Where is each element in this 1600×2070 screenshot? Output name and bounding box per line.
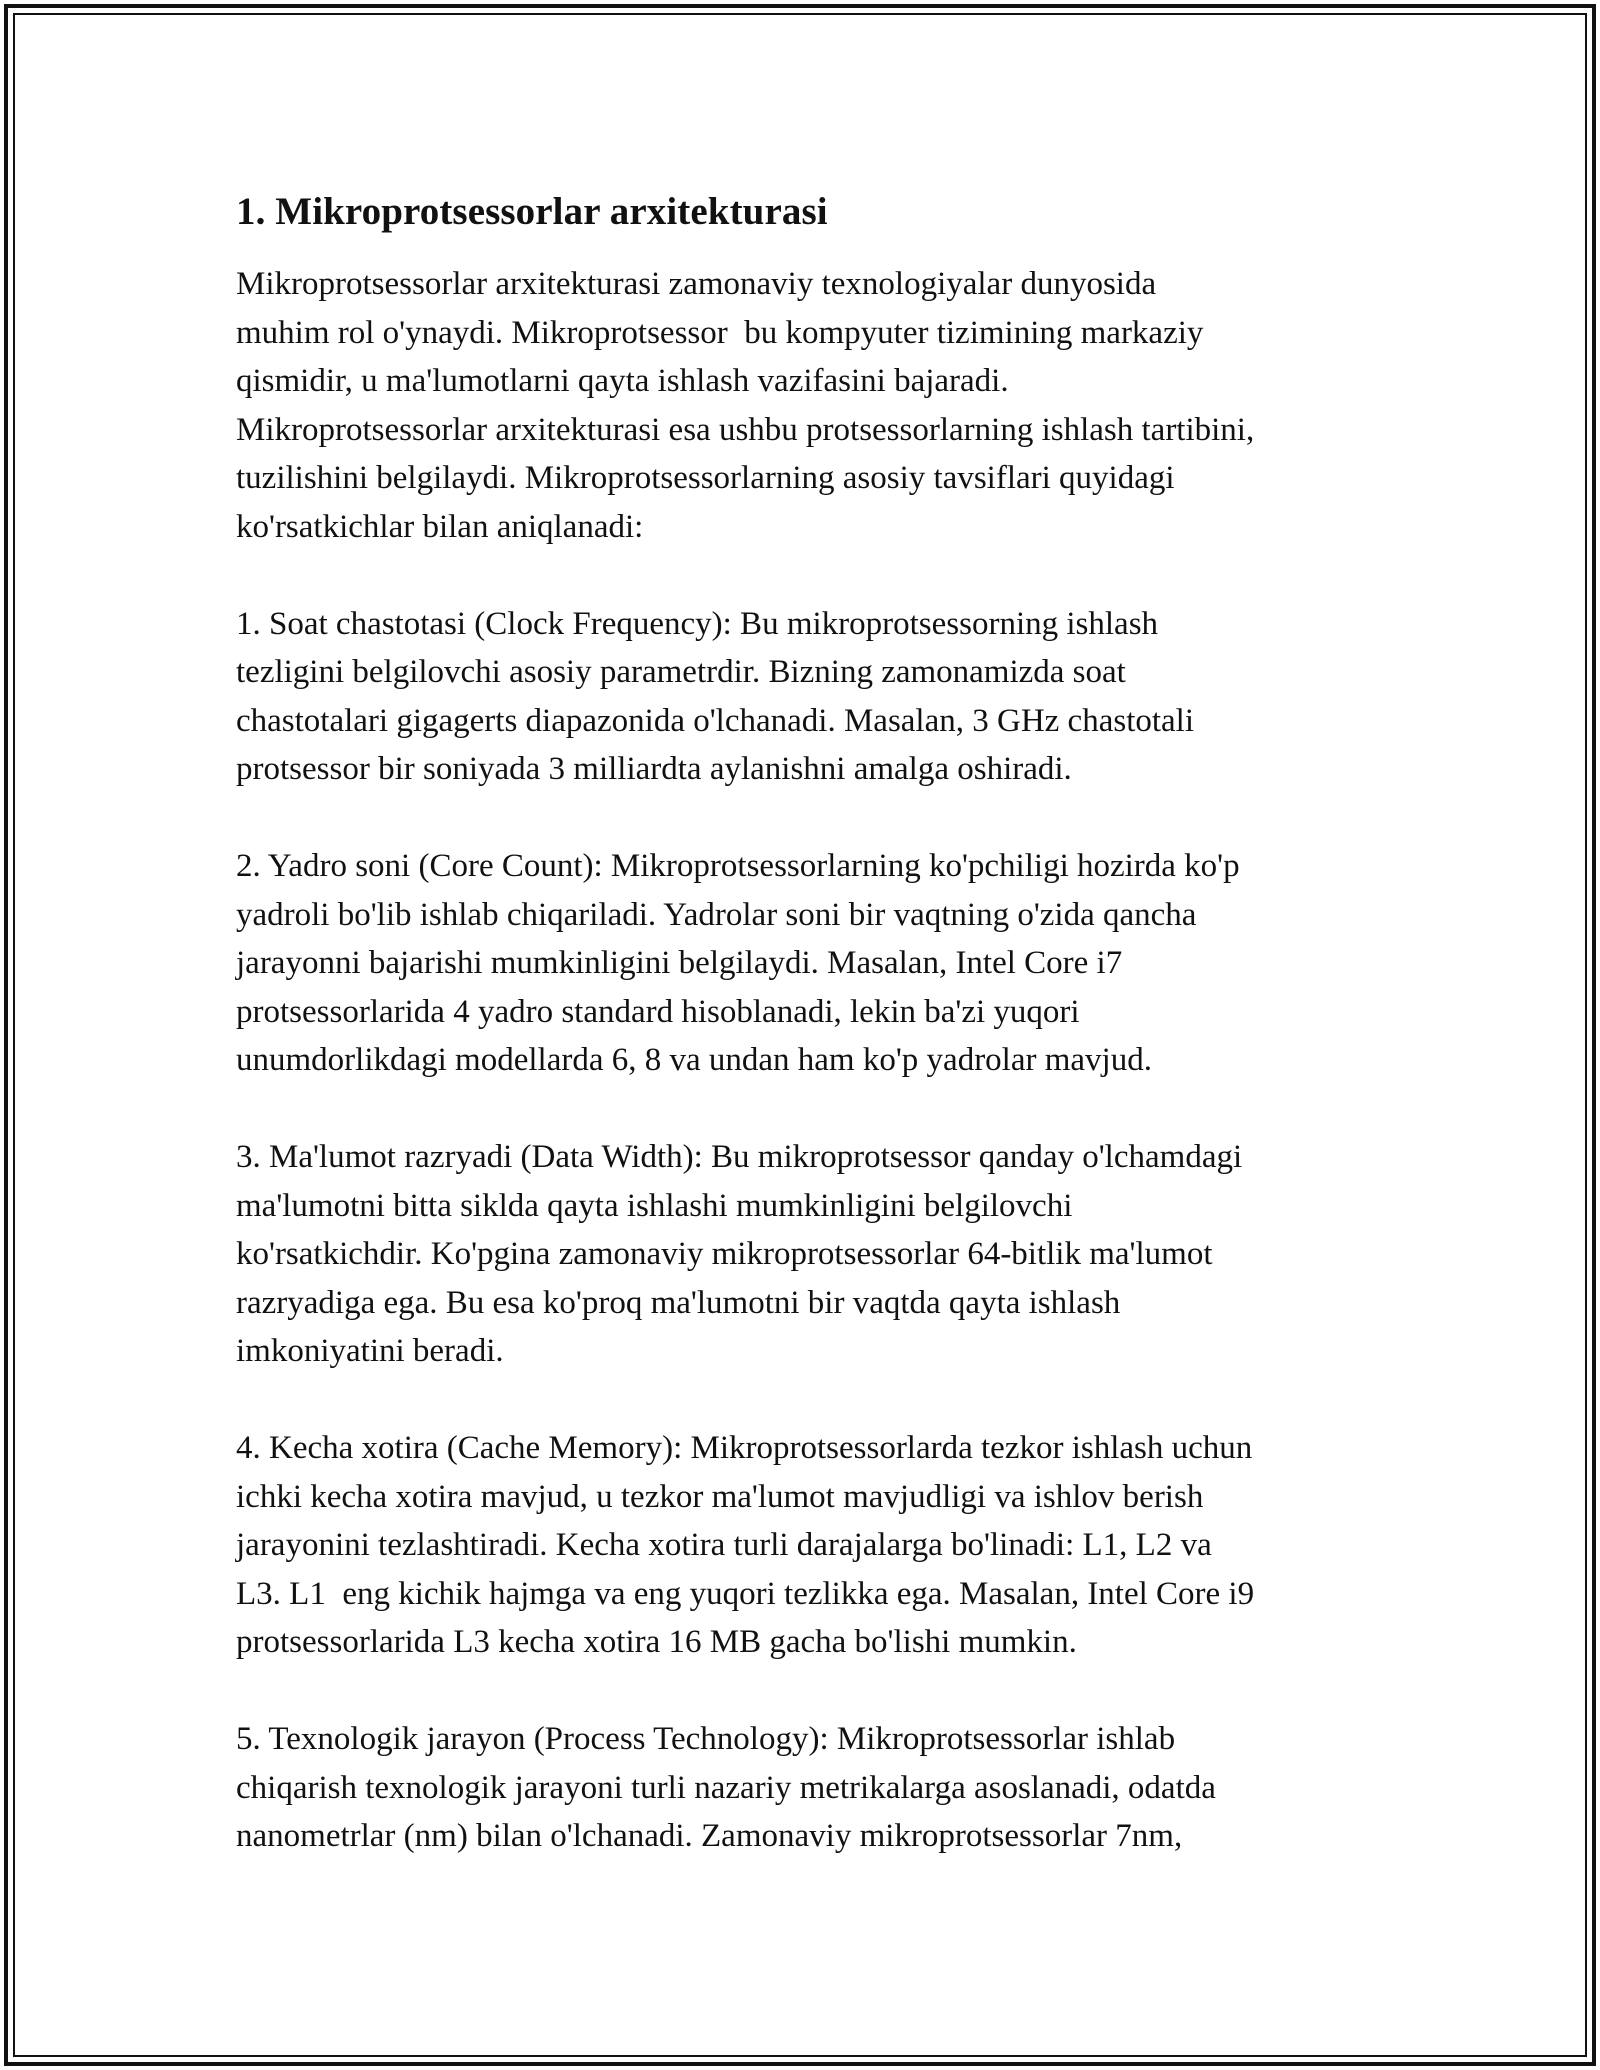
text-line: 2. Yadro soni (Core Count): Mikroprotsessorlarning ko'pchiligi hozirda ko'p: [236, 848, 1240, 884]
data-width-paragraph: [236, 1133, 1376, 1376]
document-body: [236, 188, 1376, 1861]
text-line: imkoniyatini beradi.: [236, 1333, 504, 1369]
text-line: protsessorlarida L3 kecha xotira 16 MB gacha bo'lishi mumkin.: [236, 1624, 1077, 1660]
text-line: jarayonni bajarishi mumkinligini belgilaydi. Masalan, Intel Core i7: [236, 945, 1123, 981]
document-title: 1. Mikroprotsessorlar arxitekturasi: [236, 190, 828, 233]
text-line: yadroli bo'lib ishlab chiqariladi. Yadrolar soni bir vaqtning o'zida qancha: [236, 896, 1197, 933]
text-line: qismidir, u ma'lumotlarni qayta ishlash vazifasini bajaradi.: [236, 363, 1009, 399]
text-line: tezligini belgilovchi asosiy parametrdir. Bizning zamonamizda soat: [236, 654, 1126, 690]
text-line: 1. Soat chastotasi (Clock Frequency): Bu mikroprotsessorning ishlash: [236, 605, 1159, 642]
text-line: jarayonini tezlashtiradi. Kecha xotira turli darajalarga bo'linadi: L1, L2 va: [236, 1527, 1212, 1563]
text-line: 5. Texnologik jarayon (Process Technology): Mikroprotsessorlar ishlab: [236, 1721, 1176, 1757]
text-line: Mikroprotsessorlar arxitekturasi esa ushbu protsessorlarning ishlash tartibini,: [236, 411, 1255, 448]
process-technology-paragraph: [236, 1715, 1376, 1861]
text-line: ko'rsatkichlar bilan aniqlanadi:: [236, 508, 644, 545]
text-line: nanometrlar (nm) bilan o'lchanadi. Zamonaviy mikroprotsessorlar 7nm,: [236, 1818, 1183, 1854]
text-line: razryadiga ega. Bu esa ko'proq ma'lumotni bir vaqtda qayta ishlash: [236, 1284, 1121, 1321]
intro-paragraph: [236, 260, 1376, 551]
cache-memory-paragraph: [236, 1424, 1376, 1667]
text-line: chiqarish texnologik jarayoni turli nazariy metrikalarga asoslanadi, odatda: [236, 1769, 1216, 1806]
text-line: ichki kecha xotira mavjud, u tezkor ma'lumot mavjudligi va ishlov berish: [236, 1478, 1204, 1515]
text-line: Mikroprotsessorlar arxitekturasi zamonaviy texnologiyalar dunyosida: [236, 266, 1157, 302]
text-line: ko'rsatkichdir. Ko'pgina zamonaviy mikroprotsessorlar 64-bitlik ma'lumot: [236, 1236, 1213, 1272]
text-line: protsessor bir soniyada 3 milliardta aylanishni amalga oshiradi.: [236, 751, 1072, 787]
text-line: ma'lumotni bitta siklda qayta ishlashi mumkinligini belgilovchi: [236, 1187, 1073, 1224]
text-line: muhim rol o'ynaydi. Mikroprotsessor bu kompyuter tizimining markaziy: [236, 314, 1204, 351]
text-line: 3. Ma'lumot razryadi (Data Width): Bu mikroprotsessor qanday o'lchamdagi: [236, 1139, 1243, 1175]
core-count-paragraph: [236, 842, 1376, 1085]
text-line: chastotalari gigagerts diapazonida o'lchanadi. Masalan, 3 GHz chastotali: [236, 702, 1195, 739]
text-line: unumdorlikdagi modellarda 6, 8 va undan ham ko'p yadrolar mavjud.: [236, 1042, 1152, 1078]
text-line: protsessorlarida 4 yadro standard hisoblanadi, lekin ba'zi yuqori: [236, 993, 1080, 1030]
text-line: tuzilishini belgilaydi. Mikroprotsessorlarning asosiy tavsiflari quyidagi: [236, 460, 1175, 496]
text-line: L3. L1 eng kichik hajmga va eng yuqori tezlikka ega. Masalan, Intel Core i9: [236, 1575, 1255, 1612]
clock-frequency-paragraph: [236, 600, 1376, 794]
text-line: 4. Kecha xotira (Cache Memory): Mikroprotsessorlarda tezkor ishlash uchun: [236, 1430, 1253, 1466]
